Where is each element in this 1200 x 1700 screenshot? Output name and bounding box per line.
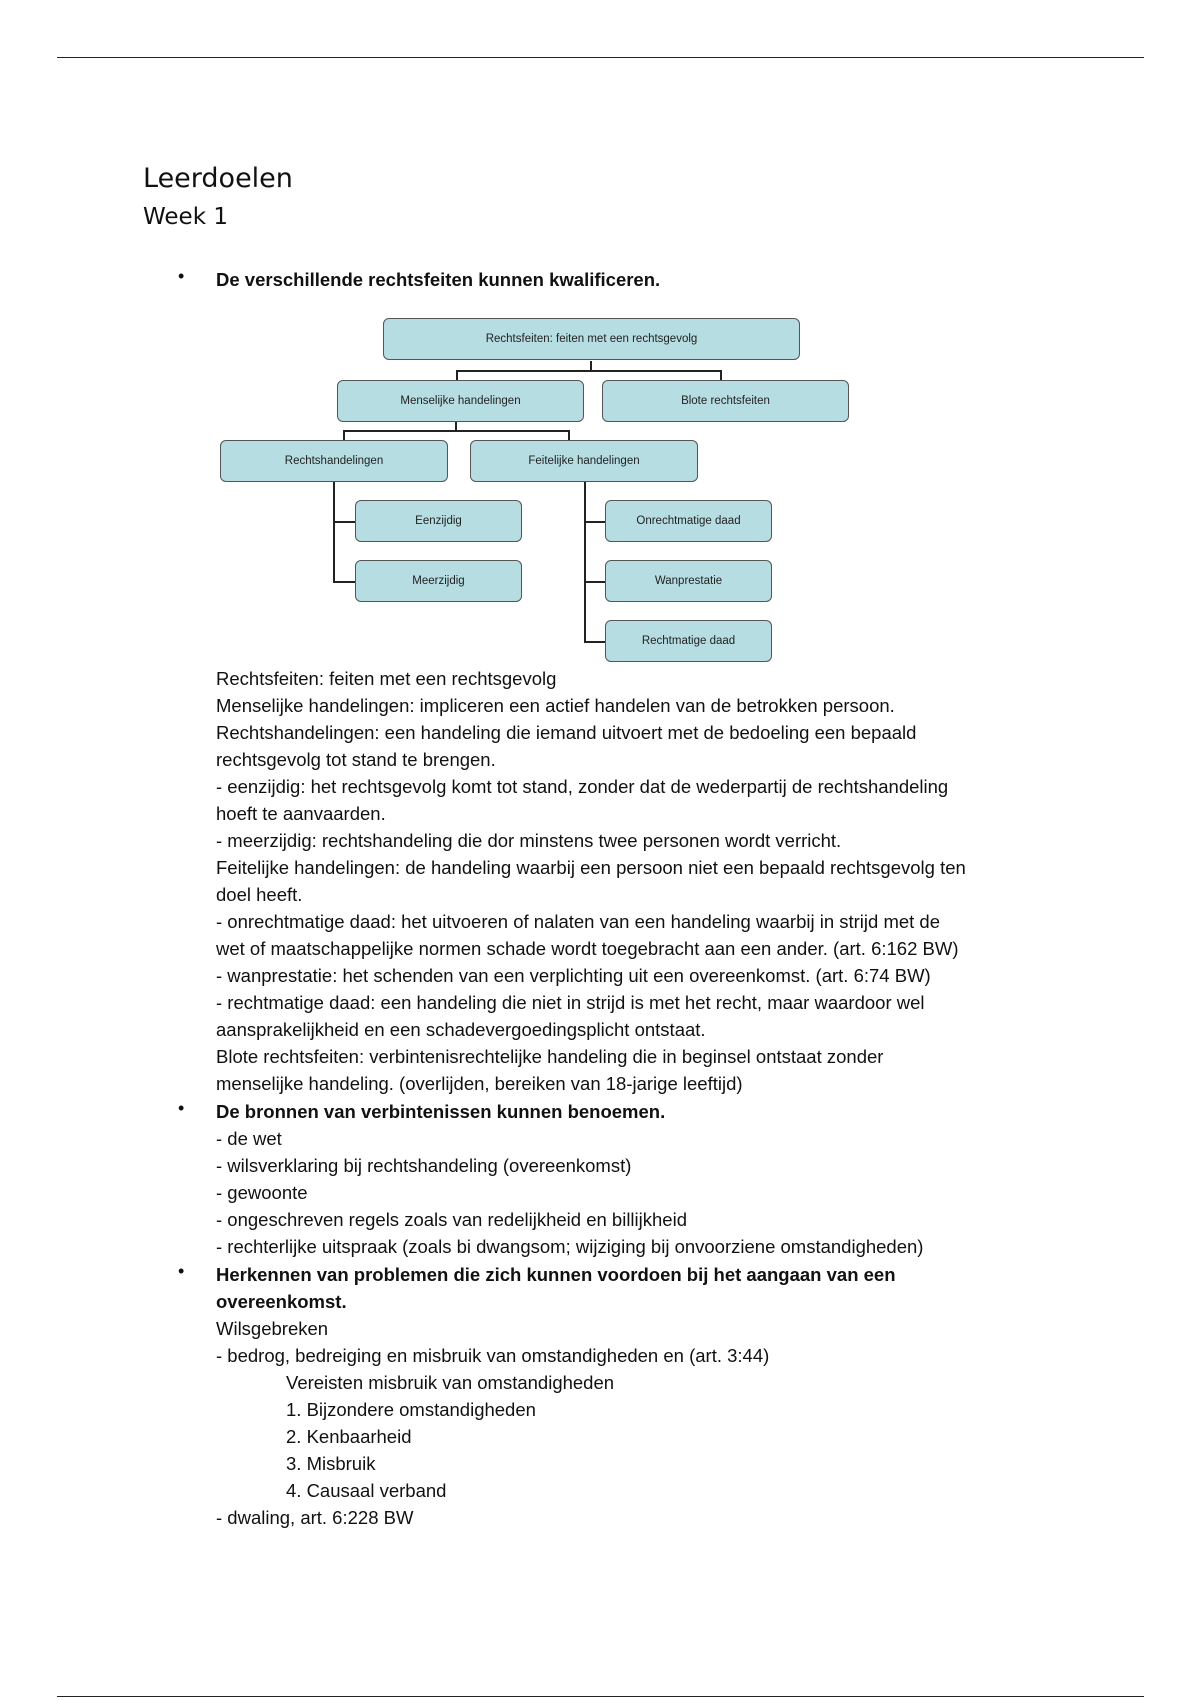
diagram-edge [584,641,606,643]
node-onrechtmatige-daad: Onrechtmatige daad [605,500,772,542]
text-line: wet of maatschappelijke normen schade wordt toegebracht aan een ander. (art. 6:162 BW) [216,938,959,959]
text-line: - bedrog, bedreiging en misbruik van omstandigheden en (art. 3:44) [216,1345,770,1366]
bullet-text: De bronnen van verbintenissen kunnen benoemen. [216,1101,666,1122]
diagram-edge [343,430,569,432]
diagram-edge [333,521,355,523]
text-line: Menselijke handelingen: impliceren een actief handelen van de betrokken persoon. [216,695,895,716]
text-line: - meerzijdig: rechtshandeling die dor minstens twee personen wordt verricht. [216,830,842,851]
rechtsfeiten-diagram [200,300,900,670]
wilsgebreken-block [216,1315,1086,1531]
text-line: Vereisten misbruik van omstandigheden [286,1372,615,1393]
bullet-dot: • [178,1098,185,1118]
list-item: - ongeschreven regels zoals van redelijkheid en billijkheid [216,1209,687,1230]
list-item: - gewoonte [216,1182,308,1203]
list-item: - de wet [216,1128,282,1149]
numbered-item: 1. Bijzondere omstandigheden [286,1399,536,1420]
text-line: aansprakelijkheid en een schadevergoedingsplicht ontstaat. [216,1019,706,1040]
diagram-edge [343,430,345,440]
text-line: Rechtshandelingen: een handeling die iemand uitvoert met de bedoeling een bepaald [216,722,917,743]
text-line: Rechtsfeiten: feiten met een rechtsgevolg [216,668,557,689]
diagram-edge [584,480,586,643]
text-line: Wilsgebreken [216,1318,329,1339]
list-item: - rechterlijke uitspraak (zoals bi dwangsom; wijziging bij onvoorziene omstandigheden) [216,1236,924,1257]
diagram-edge [456,370,458,380]
text-line: - dwaling, art. 6:228 BW [216,1507,414,1528]
bullet-text [216,1261,1056,1315]
text-line: - onrechtmatige daad: het uitvoeren of nalaten van een handeling waarbij in strijd met de [216,911,941,932]
diagram-edge [720,370,722,380]
node-rechtsfeiten: Rechtsfeiten: feiten met een rechtsgevolg [383,318,800,360]
page-subtitle: Week 1 [143,204,228,230]
diagram-edge [456,370,721,372]
node-rechtshandelingen: Rechtshandelingen [220,440,448,482]
node-feitelijke-handelingen: Feitelijke handelingen [470,440,698,482]
text-line: Blote rechtsfeiten: verbintenisrechtelijke handeling die in beginsel ontstaat zonder [216,1046,884,1067]
text-line: - wanprestatie: het schenden van een verplichting uit een overeenkomst. (art. 6:74 BW) [216,965,931,986]
diagram-edge [333,480,335,583]
node-wanprestatie: Wanprestatie [605,560,772,602]
diagram-edge [568,430,570,440]
bullet-dot: • [178,1261,185,1281]
bottom-rule [57,1696,1144,1697]
bullet-text-line: overeenkomst. [216,1291,347,1312]
node-eenzijdig: Eenzijdig [355,500,522,542]
bullet-dot: • [178,266,185,286]
text-line: - rechtmatige daad: een handeling die niet in strijd is met het recht, maar waardoor wel [216,992,925,1013]
node-menselijke-handelingen: Menselijke handelingen [337,380,584,422]
diagram-edge [584,521,606,523]
text-line: doel heeft. [216,884,303,905]
text-line: rechtsgevolg tot stand te brengen. [216,749,496,770]
text-line: - eenzijdig: het rechtsgevolg komt tot stand, zonder dat de wederpartij de rechtshandeling [216,776,949,797]
numbered-item: 3. Misbruik [286,1453,376,1474]
text-line: Feitelijke handelingen: de handeling waarbij een persoon niet een bepaald rechtsgevolg ten [216,857,966,878]
numbered-item: 4. Causaal verband [286,1480,447,1501]
bronnen-list [216,1125,1086,1260]
node-blote-rechtsfeiten: Blote rechtsfeiten [602,380,849,422]
page-title: Leerdoelen [143,163,293,194]
numbered-item: 2. Kenbaarheid [286,1426,412,1447]
text-line: menselijke handeling. (overlijden, bereiken van 18-jarige leeftijd) [216,1073,743,1094]
node-meerzijdig: Meerzijdig [355,560,522,602]
diagram-edge [584,581,606,583]
node-rechtmatige-daad: Rechtmatige daad [605,620,772,662]
rechtsfeiten-explanation [216,665,1086,1097]
top-rule [57,57,1144,58]
diagram-edge [333,581,355,583]
bullet-text: De verschillende rechtsfeiten kunnen kwalificeren. [216,269,661,290]
list-item: - wilsverklaring bij rechtshandeling (overeenkomst) [216,1155,632,1176]
bullet-text-line: Herkennen van problemen die zich kunnen voordoen bij het aangaan van een [216,1264,896,1285]
text-line: hoeft te aanvaarden. [216,803,386,824]
